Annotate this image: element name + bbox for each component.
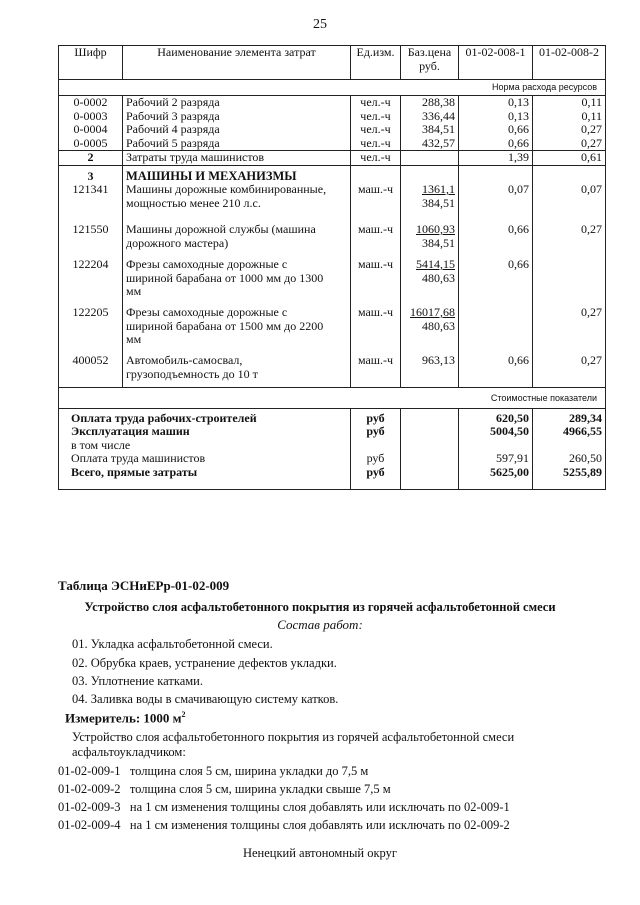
total-value-1: 620,50	[459, 408, 533, 425]
description-line-1: Устройство слоя асфальтобетонного покрытия из горячей асфальтобетонной смеси	[72, 730, 515, 744]
row-price: 432,57	[401, 137, 459, 151]
row-value-1: 0,66	[459, 123, 533, 137]
table-row-section	[59, 165, 606, 183]
total-row-labor	[59, 408, 606, 425]
list-item: 01-02-009-1 толщина слоя 5 см, ширина укладки до 7,5 м	[58, 764, 369, 778]
row-value-1	[459, 306, 533, 354]
row-unit: чел.-ч	[351, 123, 401, 137]
total-value-2: 260,50	[533, 452, 606, 466]
col-header-code: Шифр	[59, 46, 123, 80]
row-code: 121341	[59, 183, 123, 223]
table-row-drivers	[59, 151, 606, 166]
list-item: 01-02-009-3 на 1 см изменения толщины слоя добавлять или исключать по 02-009-1	[58, 800, 510, 814]
row-name: Автомобиль-самосвал, грузоподъемность до 10 т	[123, 354, 351, 387]
col-header-name: Наименование элемента затрат	[123, 46, 351, 80]
row-value-2: 0,27	[533, 354, 606, 387]
total-row-drivers-pay	[59, 452, 606, 466]
row-value-1: 0,07	[459, 183, 533, 223]
row-price: 5414,15 480,63	[401, 258, 459, 306]
row-code: 0-0002	[59, 96, 123, 110]
table-row	[59, 123, 606, 137]
col-header-008-2: 01-02-008-2	[533, 46, 606, 80]
row-price: 288,38	[401, 96, 459, 110]
col-header-008-1: 01-02-008-1	[459, 46, 533, 80]
table-row	[59, 223, 606, 258]
row-price: 336,44	[401, 110, 459, 124]
total-label: в том числе	[59, 439, 351, 453]
cost-caption-row	[59, 387, 606, 408]
section-subtitle: Состав работ:	[277, 617, 363, 632]
row-name: Затраты труда машинистов	[123, 151, 351, 166]
table-row	[59, 306, 606, 354]
row-code: 0-0005	[59, 137, 123, 151]
total-label: Всего, прямые затраты	[59, 466, 351, 490]
work-step: 04. Заливка воды в смачивающую систему катков.	[72, 692, 339, 706]
row-price: 16017,68 480,63	[401, 306, 459, 354]
row-value-2: 0,27	[533, 306, 606, 354]
section-title: Устройство слоя асфальтобетонного покрытия из горячей асфальтобетонной смеси	[84, 600, 556, 614]
total-label: Оплата труда рабочих-строителей	[59, 408, 351, 425]
row-name: Рабочий 4 разряда	[123, 123, 351, 137]
row-unit: маш.-ч	[351, 183, 401, 223]
row-value-1: 0,66	[459, 354, 533, 387]
row-unit: чел.-ч	[351, 151, 401, 166]
resource-table	[58, 45, 606, 490]
description-line-2: асфальтоукладчиком:	[72, 745, 186, 759]
total-value-1: 5004,50	[459, 425, 533, 439]
work-step: 03. Уплотнение катками.	[72, 674, 203, 688]
row-value-1: 0,66	[459, 137, 533, 151]
list-item: 01-02-009-2 толщина слоя 5 см, ширина укладки свыше 7,5 м	[58, 782, 391, 796]
table-row	[59, 96, 606, 110]
work-step: 01. Укладка асфальтобетонной смеси.	[72, 637, 273, 651]
total-unit: руб	[351, 466, 401, 490]
total-value-2: 289,34	[533, 408, 606, 425]
row-code: 121550	[59, 223, 123, 258]
row-price: 1060,93 384,51	[401, 223, 459, 258]
row-unit: маш.-ч	[351, 306, 401, 354]
total-value-2: 4966,55	[533, 425, 606, 439]
norm-caption-row	[59, 80, 606, 96]
row-value-2: 0,07	[533, 183, 606, 223]
total-row-incl	[59, 439, 606, 453]
row-unit: чел.-ч	[351, 137, 401, 151]
row-price: 963,13	[401, 354, 459, 387]
row-value-1: 0,13	[459, 110, 533, 124]
row-code: 0-0003	[59, 110, 123, 124]
row-unit: чел.-ч	[351, 96, 401, 110]
total-label: Эксплуатация машин	[59, 425, 351, 439]
row-name: Рабочий 5 разряда	[123, 137, 351, 151]
total-unit: руб	[351, 408, 401, 425]
section-name: МАШИНЫ И МЕХАНИЗМЫ	[123, 165, 351, 183]
row-name: Фрезы самоходные дорожные с шириной барабана от 1500 мм до 2200 мм	[123, 306, 351, 354]
row-name: Фрезы самоходные дорожные с шириной барабана от 1000 мм до 1300 мм	[123, 258, 351, 306]
row-value-1: 1,39	[459, 151, 533, 166]
cost-caption: Стоимостные показатели	[59, 387, 606, 408]
row-price: 384,51	[401, 123, 459, 137]
total-value-1: 597,91	[459, 452, 533, 466]
row-name: Машины дорожные комбинированные, мощностью менее 210 л.с.	[123, 183, 351, 223]
row-name: Машины дорожной службы (машина дорожного мастера)	[123, 223, 351, 258]
list-item: 01-02-009-4 на 1 см изменения толщины слоя добавлять или исключать по 02-009-2	[58, 818, 510, 832]
row-code: 400052	[59, 354, 123, 387]
total-unit: руб	[351, 425, 401, 439]
row-value-2: 0,27	[533, 123, 606, 137]
work-step: 02. Обрубка краев, устранение дефектов укладки.	[72, 656, 337, 670]
row-name: Рабочий 3 разряда	[123, 110, 351, 124]
row-value-2: 0,61	[533, 151, 606, 166]
page-footer: Ненецкий автономный округ	[242, 846, 398, 860]
row-value-2: 0,11	[533, 110, 606, 124]
table-row	[59, 354, 606, 387]
row-price	[401, 151, 459, 166]
row-code: 0-0004	[59, 123, 123, 137]
total-row-machines	[59, 425, 606, 439]
row-value-2: 0,27	[533, 223, 606, 258]
row-unit: маш.-ч	[351, 223, 401, 258]
row-value-2: 0,11	[533, 96, 606, 110]
row-code: 2	[59, 151, 123, 166]
row-unit: маш.-ч	[351, 258, 401, 306]
row-unit: маш.-ч	[351, 354, 401, 387]
row-value-2: 0,27	[533, 137, 606, 151]
row-code: 122205	[59, 306, 123, 354]
row-name: Рабочий 2 разряда	[123, 96, 351, 110]
col-header-unit: Ед.изм.	[351, 46, 401, 80]
table-header-row	[59, 46, 606, 80]
row-value-2	[533, 258, 606, 306]
total-value-2: 5255,89	[533, 466, 606, 490]
table-row	[59, 183, 606, 223]
col-header-price: Баз.цена руб.	[401, 46, 459, 80]
section-code: 3	[59, 165, 123, 183]
total-label: Оплата труда машинистов	[59, 452, 351, 466]
table-row	[59, 137, 606, 151]
meter-label: Измеритель: 1000 $м^2$	[65, 710, 186, 726]
page-number: 25	[313, 17, 327, 32]
table-label: Таблица ЭСНиЕРр-01-02-009	[58, 578, 230, 593]
row-unit: чел.-ч	[351, 110, 401, 124]
norm-caption: Норма расхода ресурсов	[59, 80, 606, 96]
table-row	[59, 110, 606, 124]
row-code: 122204	[59, 258, 123, 306]
row-value-1: 0,66	[459, 258, 533, 306]
total-row-total	[59, 466, 606, 490]
row-price: 1361,1 384,51	[401, 183, 459, 223]
table-row	[59, 258, 606, 306]
total-unit: руб	[351, 452, 401, 466]
total-value-1: 5625,00	[459, 466, 533, 490]
row-value-1: 0,66	[459, 223, 533, 258]
row-value-1: 0,13	[459, 96, 533, 110]
